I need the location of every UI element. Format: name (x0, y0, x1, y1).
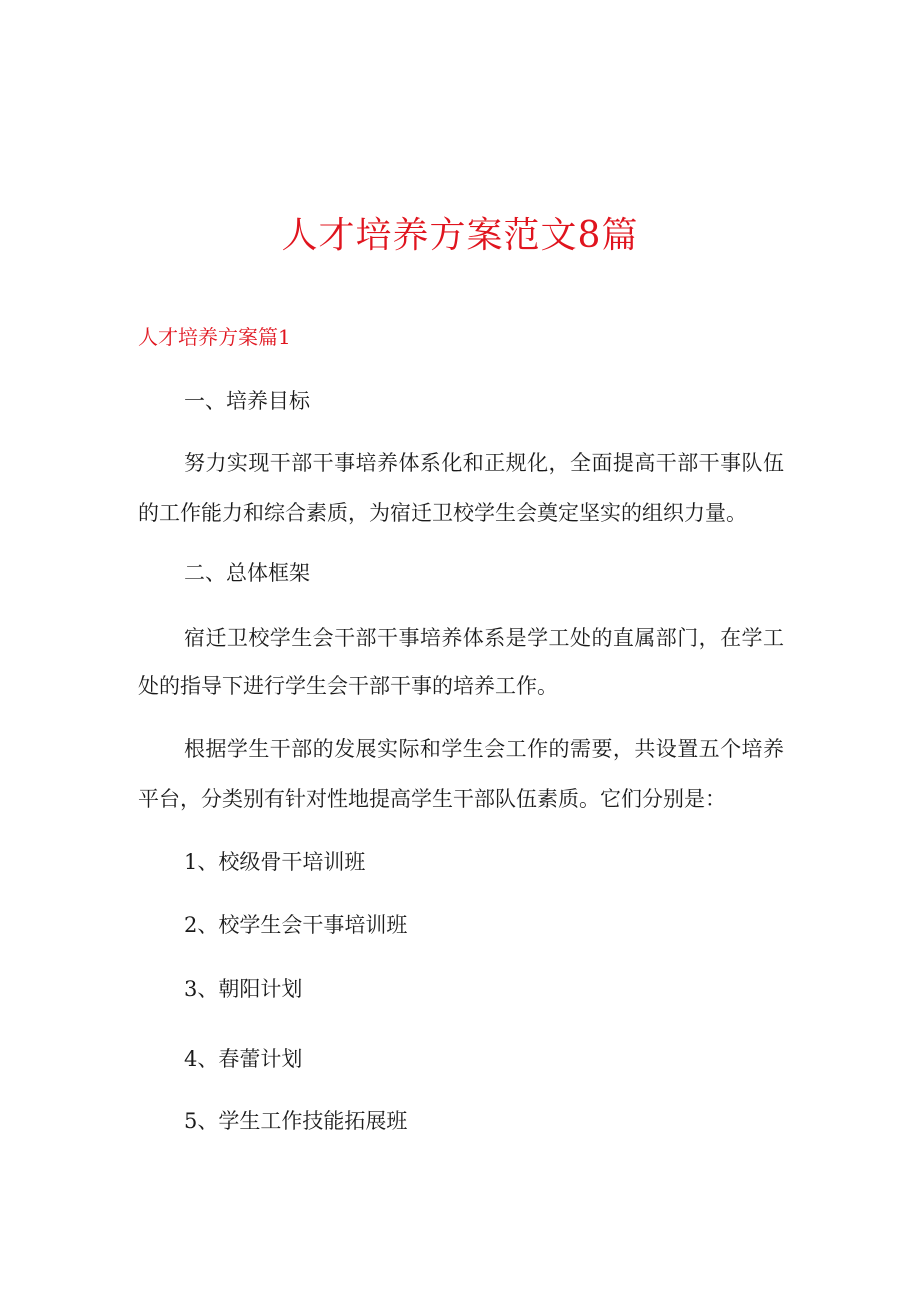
list-item: 4、春蕾计划 (184, 1047, 303, 1071)
paragraph-framework-line-2: 处的指导下进行学生会干部干事的培养工作。 (138, 674, 558, 698)
section-heading: 人才培养方案篇1 (138, 325, 291, 349)
paragraph-goal-line-1: 努力实现干部干事培养体系化和正规化，全面提高干部干事队伍 (184, 451, 784, 475)
paragraph-platforms-line-1: 根据学生干部的发展实际和学生会工作的需要，共设置五个培养 (184, 737, 784, 761)
heading-training-goal: 一、培养目标 (184, 389, 310, 413)
paragraph-goal-line-2: 的工作能力和综合素质，为宿迁卫校学生会奠定坚实的组织力量。 (138, 501, 747, 525)
heading-overall-framework: 二、总体框架 (184, 561, 310, 585)
document-title: 人才培养方案范文8篇 (281, 215, 639, 256)
paragraph-platforms-line-2: 平台，分类别有针对性地提高学生干部队伍素质。它们分别是： (138, 787, 726, 811)
list-item: 5、学生工作技能拓展班 (184, 1109, 408, 1133)
list-item: 1、校级骨干培训班 (184, 850, 366, 874)
list-item: 2、校学生会干事培训班 (184, 913, 408, 937)
list-item: 3、朝阳计划 (184, 977, 303, 1001)
paragraph-framework-line-1: 宿迁卫校学生会干部干事培养体系是学工处的直属部门，在学工 (184, 626, 784, 650)
